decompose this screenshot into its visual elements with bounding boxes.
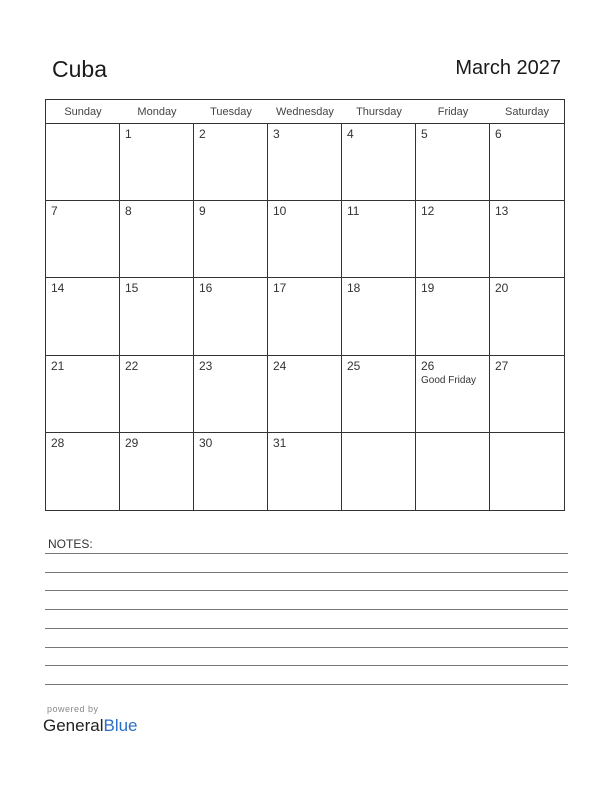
day-cell: [416, 433, 490, 510]
brand-logo: [43, 716, 138, 736]
day-number: 7: [51, 204, 58, 219]
day-cell: [416, 201, 490, 278]
day-cell: [194, 433, 268, 510]
day-number: 6: [495, 127, 502, 141]
weekday-0: Sunday: [64, 106, 102, 118]
month-title: March 2027: [455, 57, 561, 79]
day-number: 24: [273, 358, 287, 373]
note-line: [45, 628, 568, 629]
day-number: 5: [421, 127, 428, 141]
day-number: 29: [125, 435, 139, 450]
brand-blue: Blue: [103, 716, 138, 735]
calendar-grid: [45, 99, 565, 511]
country-title: Cuba: [52, 56, 107, 82]
note-line: [45, 572, 568, 573]
day-cell: [194, 356, 268, 433]
day-cell: [46, 433, 120, 510]
day-cell: [268, 201, 342, 278]
day-cell: [120, 356, 194, 433]
day-cell: [194, 124, 268, 201]
note-line: [45, 684, 568, 685]
notes-label: NOTES:: [48, 537, 93, 551]
day-number: 9: [199, 204, 206, 219]
day-cell: [490, 124, 564, 201]
day-cell: [268, 356, 342, 433]
day-number: 15: [125, 281, 139, 296]
weekday-2: Tuesday: [210, 106, 252, 118]
calendar-days: [46, 124, 564, 510]
day-number: 16: [199, 281, 213, 296]
day-cell: [342, 124, 416, 201]
day-number: 20: [495, 281, 509, 296]
day-number: 19: [421, 281, 435, 296]
holiday-label: Good Friday: [421, 374, 477, 386]
weekday-1: Monday: [137, 106, 177, 118]
day-number: 28: [51, 435, 65, 450]
day-cell: [120, 201, 194, 278]
day-cell: [342, 356, 416, 433]
day-number: 21: [51, 358, 65, 373]
day-cell: [194, 278, 268, 355]
day-number: 13: [495, 204, 509, 219]
note-line: [45, 665, 568, 666]
day-cell: [268, 278, 342, 355]
day-number: 12: [421, 204, 435, 219]
day-cell: [490, 278, 564, 355]
day-cell: [120, 278, 194, 355]
day-cell: [490, 433, 564, 510]
weekday-3: Wednesday: [276, 106, 334, 118]
day-number: 26: [421, 358, 435, 373]
day-number: 17: [273, 281, 287, 296]
day-cell: [268, 124, 342, 201]
weekday-5: Friday: [437, 106, 469, 118]
day-number: 10: [273, 204, 287, 219]
day-cell: [46, 201, 120, 278]
day-cell: [46, 124, 120, 201]
day-cell: [416, 356, 490, 433]
weekday-4: Thursday: [356, 106, 402, 118]
day-number: 1: [125, 127, 132, 141]
day-number: 2: [199, 127, 206, 141]
day-cell: [120, 433, 194, 510]
note-line: [45, 647, 568, 648]
day-cell: [342, 278, 416, 355]
powered-by-text: powered by: [47, 704, 99, 714]
day-number: 22: [125, 358, 139, 373]
note-line: [45, 590, 568, 591]
day-number: 11: [347, 204, 360, 219]
day-cell: [46, 356, 120, 433]
day-cell: [490, 356, 564, 433]
day-number: 25: [347, 358, 361, 373]
day-number: 30: [199, 435, 213, 450]
weekday-6: Saturday: [504, 106, 550, 118]
day-number: 27: [495, 358, 509, 373]
day-number: 8: [125, 204, 132, 219]
day-number: 4: [347, 127, 354, 141]
day-number: 23: [199, 358, 213, 373]
day-cell: [490, 201, 564, 278]
day-number: 3: [273, 127, 280, 141]
day-cell: [46, 278, 120, 355]
day-number: 18: [347, 281, 361, 296]
day-cell: [416, 124, 490, 201]
day-number: 31: [273, 435, 287, 450]
day-cell: [268, 433, 342, 510]
day-cell: [120, 124, 194, 201]
day-cell: [416, 278, 490, 355]
note-line: [45, 553, 568, 554]
brand-general: General: [43, 716, 104, 735]
day-cell: [342, 433, 416, 510]
day-number: 14: [51, 281, 65, 296]
weekday-header-row: [46, 100, 564, 124]
note-line: [45, 609, 568, 610]
day-cell: [194, 201, 268, 278]
day-cell: [342, 201, 416, 278]
